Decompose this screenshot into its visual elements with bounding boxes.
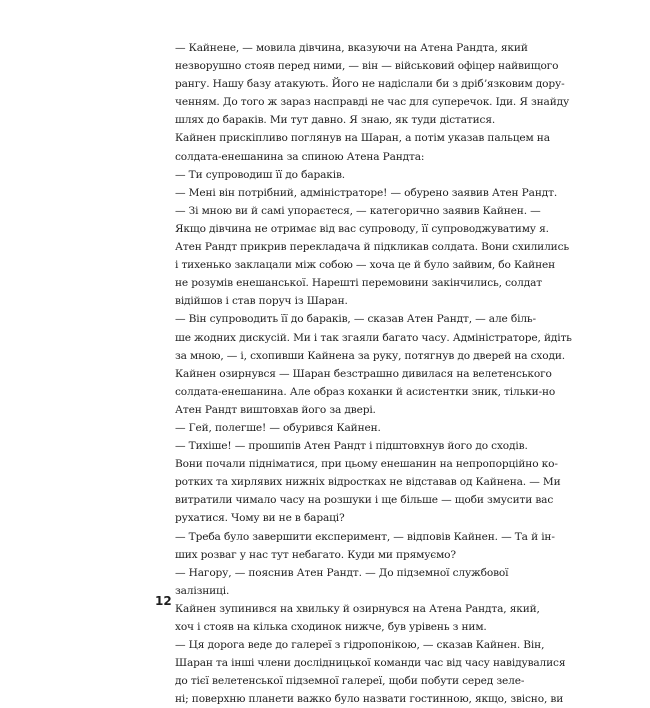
text-line: — Зі мною ви й самі упораєтеся, — категорично заявив Кайнен. — xyxy=(175,204,541,217)
text-line: ротких та хирлявих нижніх відростках не відставав од Кайнена. — Ми xyxy=(175,476,561,489)
text-line: ших розваг у нас тут небагато. Куди ми прямуємо? xyxy=(175,548,456,561)
paragraph xyxy=(162,202,549,238)
text-line: не розумів енешанської. Нарешті перемовини закінчились, солдат xyxy=(175,277,542,290)
text-line: солдата-енешанина за спиною Атена Рандта: xyxy=(175,150,425,163)
text-line: Кайнен озирнувся — Шаран безстрашно дивилася на велетенського xyxy=(175,367,552,380)
text-line: — Гей, полегше! — обурився Кайнен. xyxy=(175,421,381,434)
paragraph xyxy=(162,528,555,564)
text-line: залізниці. xyxy=(175,584,230,597)
paragraph xyxy=(162,564,509,600)
paragraph xyxy=(162,636,566,708)
paragraph xyxy=(162,437,561,527)
text-line: відійшов і став поруч із Шаран. xyxy=(175,295,348,308)
paragraph xyxy=(162,310,572,364)
text-line: — Кайнене, — мовила дівчина, вказуючи на Атена Рандта, який xyxy=(175,42,528,54)
text-line: — Нагору, — пояснив Атен Рандт. — До підземної службової xyxy=(175,566,509,579)
text-line: хоч і стояв на кілька сходинок нижче, був урівень з ним. xyxy=(175,621,487,633)
text-line: Шаран та інші члени дослідницької команди час від часу навідувалися xyxy=(175,657,566,670)
text-line: — Треба було завершити експеримент, — відповів Кайнен. — Та й ін- xyxy=(175,530,555,543)
paragraph xyxy=(162,166,506,184)
paragraph xyxy=(162,600,540,636)
text-line: до тієї велетенської підземної галереї, щоби побути серед зеле- xyxy=(175,675,525,688)
text-line: — Ти супроводиш її до бараків. xyxy=(175,168,346,181)
paragraph xyxy=(162,238,569,310)
text-line: солдата-енешанина. Але образ коханки й асистентки зник, тільки-но xyxy=(175,385,556,398)
text-line: — Тихіше! — прошипів Атен Рандт і підштовхнув його до сходів. xyxy=(175,440,528,453)
text-line: Атен Рандт прикрив перекладача й підкликав солдата. Вони схилились xyxy=(175,241,569,254)
text-line: рангу. Нашу базу атакують. Його не надіслали би з дрібʼязковим дору- xyxy=(175,78,565,91)
paragraph xyxy=(162,184,558,202)
page-number: 12 xyxy=(155,594,172,608)
text-line: за мною, — і, схопивши Кайнена за руку, потягнув до дверей на сходи. xyxy=(175,349,565,362)
text-line: ше жодних дискусій. Ми і так згаяли багато часу. Адміністраторе, йдіть xyxy=(175,331,572,344)
text-line: і тихенько заклацали між собою — хоча це й було зайвим, бо Кайнен xyxy=(175,259,556,272)
text-line: витратили чимало часу на розшуки і ще більше — щоби змусити вас xyxy=(175,494,554,507)
text-line: рухатися. Чому ви не в бараці? xyxy=(175,512,345,525)
page-body xyxy=(162,39,572,708)
text-line: незворушно стояв перед ними, — він — військовий офіцер найвищого xyxy=(175,60,559,73)
text-line: Якщо дівчина не отримає від вас супроводу, її супроводжуватиму я. xyxy=(175,222,549,235)
text-line: Вони почали підніматися, при цьому енешанин на непропорційно ко- xyxy=(175,458,558,471)
text-line: Атен Рандт виштовхав його за двері. xyxy=(175,403,376,416)
text-line: шлях до бараків. Ми тут давно. Я знаю, як туди дістатися. xyxy=(175,114,496,127)
text-line: Кайнен прискіпливо поглянув на Шаран, а потім указав пальцем на xyxy=(175,132,550,145)
paragraph xyxy=(162,419,506,437)
text-line: Кайнен зупинився на хвильку й озирнувся на Атена Рандта, який, xyxy=(175,602,540,615)
paragraph xyxy=(162,365,556,419)
text-line: — Він супроводить її до бараків, — сказав Атен Рандт, — але біль- xyxy=(175,313,536,326)
paragraph xyxy=(162,129,550,165)
text-line: — Ця дорога веде до галереї з гідропонікою, — сказав Кайнен. Він, xyxy=(175,639,545,652)
paragraph xyxy=(162,39,570,129)
text-line: ні; поверхню планети важко було назвати гостинною, якщо, звісно, ви xyxy=(175,693,564,706)
text-line: ченням. До того ж зараз насправді не час для суперечок. Іди. Я знайду xyxy=(175,96,570,109)
text-line: — Мені він потрібний, адміністраторе! — обурено заявив Атен Рандт. xyxy=(175,186,558,199)
